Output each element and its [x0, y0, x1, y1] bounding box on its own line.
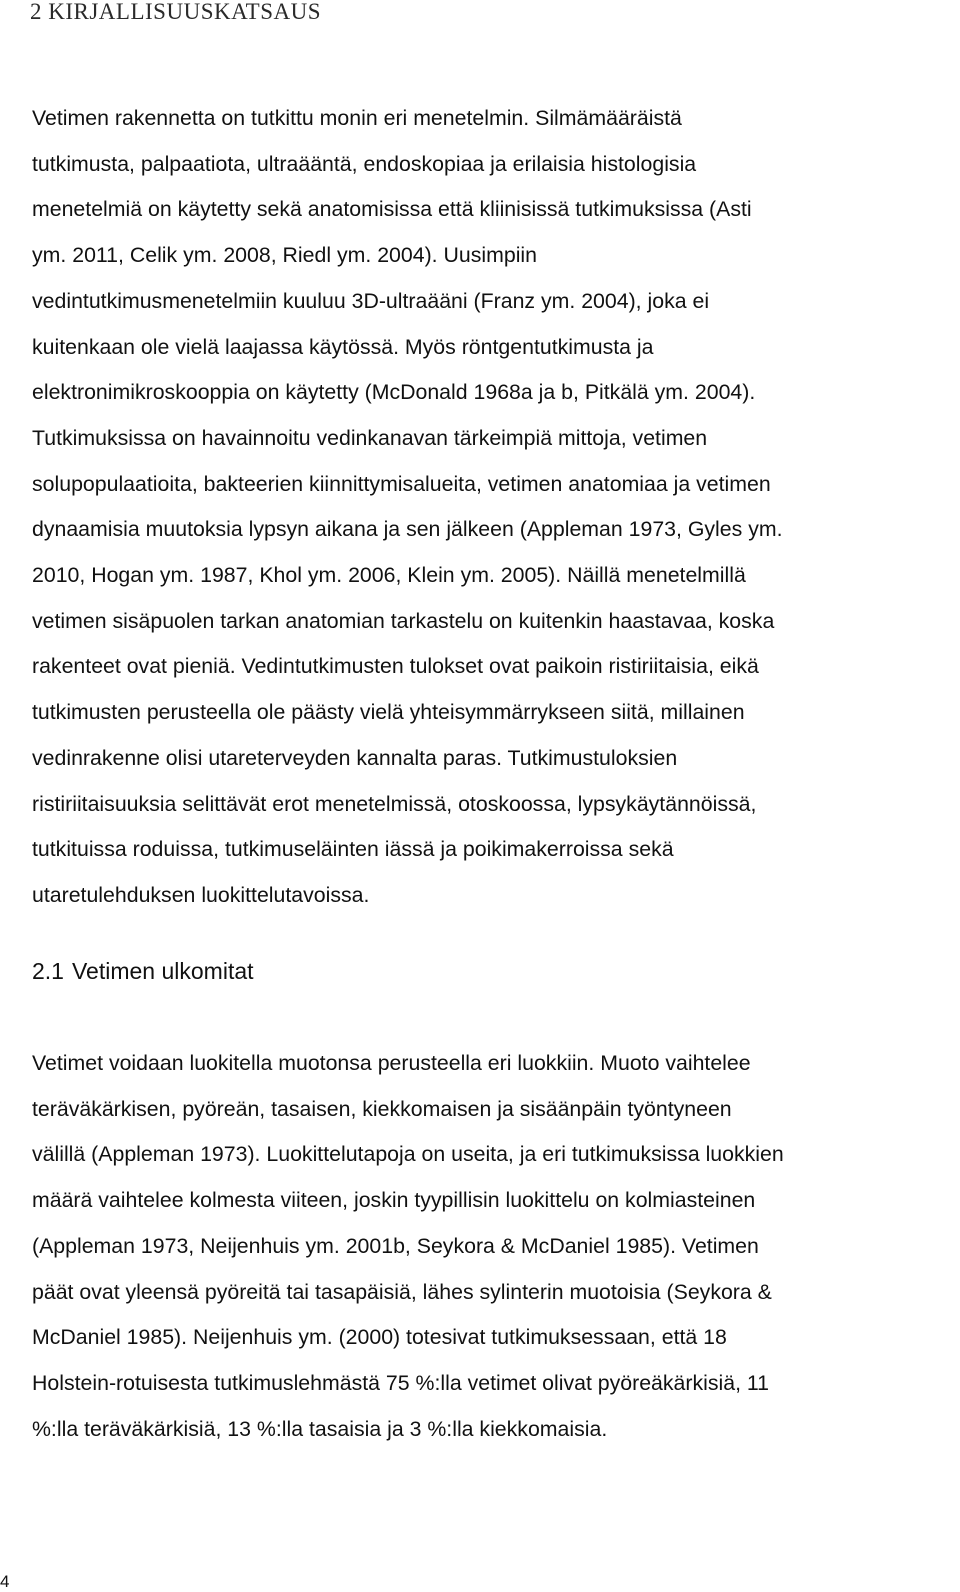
- paragraph-line: solupopulaatioita, bakteerien kiinnittymisalueita, vetimen anatomiaa ja vetimen: [32, 471, 771, 496]
- section-title: Vetimen ulkomitat: [71, 958, 254, 984]
- paragraph-line: teräväkärkisen, pyöreän, tasaisen, kiekkomaisen ja sisäänpäin työntyneen: [32, 1096, 732, 1121]
- chapter-header: 2 KIRJALLISUUSKATSAUS: [30, 0, 322, 24]
- paragraph-line: McDaniel 1985). Neijenhuis ym. (2000) totesivat tutkimuksessaan, että 18: [32, 1325, 727, 1350]
- paragraph-line: (Appleman 1973, Neijenhuis ym. 2001b, Seykora & McDaniel 1985). Vetimen: [32, 1233, 759, 1258]
- paragraph-line: 2010, Hogan ym. 1987, Khol ym. 2006, Klein ym. 2005). Näillä menetelmillä: [32, 563, 746, 588]
- section-number: 2.1: [32, 958, 64, 984]
- paragraph-line: määrä vaihtelee kolmesta viiteen, joskin tyypillisin luokittelu on kolmiasteinen: [32, 1188, 756, 1213]
- paragraph-line: tutkimusta, palpaatiota, ultraääntä, endoskopiaa ja erilaisia histologisia: [32, 151, 697, 176]
- paragraph-line: rakenteet ovat pieniä. Vedintutkimusten tulokset ovat paikoin ristiriitaisia, eikä: [32, 654, 759, 679]
- paragraph-teat-shape: [32, 1041, 960, 1452]
- paragraph-line: ristiriitaisuuksia selittävät erot menetelmissä, otoskoossa, lypsykäytännöissä,: [32, 791, 757, 816]
- paragraph-line: tutkimusten perusteella ole päästy vielä yhteisymmärrykseen siitä, millainen: [32, 700, 745, 725]
- paragraph-line: dynaamisia muutoksia lypsyn aikana ja sen jälkeen (Appleman 1973, Gyles ym.: [32, 517, 783, 542]
- paragraph-line: Holstein-rotuisesta tutkimuslehmästä 75 %:lla vetimet olivat pyöreäkärkisiä, 11: [32, 1370, 770, 1395]
- paragraph-line: vedinrakenne olisi utareterveyden kannalta paras. Tutkimustuloksien: [32, 745, 678, 770]
- page-number: 4: [0, 1572, 10, 1591]
- paragraph-line: utaretulehduksen luokittelutavoissa.: [32, 882, 370, 907]
- paragraph-line: %:lla teräväkärkisiä, 13 %:lla tasaisia ja 3 %:lla kiekkomaisia.: [32, 1416, 608, 1441]
- paragraph-line: tutkituissa roduissa, tutkimuseläinten iässä ja poikimakerroissa sekä: [32, 837, 674, 862]
- paragraph-intro: [32, 96, 960, 919]
- paragraph-line: vedintutkimusmenetelmiin kuuluu 3D-ultraääni (Franz ym. 2004), joka ei: [32, 288, 710, 313]
- paragraph-line: ym. 2011, Celik ym. 2008, Riedl ym. 2004). Uusimpiin: [32, 243, 538, 268]
- paragraph-line: päät ovat yleensä pyöreitä tai tasapäisiä, lähes sylinterin muotoisia (Seykora &: [32, 1279, 772, 1304]
- paragraph-line: kuitenkaan ole vielä laajassa käytössä. Myös röntgentutkimusta ja: [32, 334, 654, 359]
- paragraph-line: välillä (Appleman 1973). Luokittelutapoja on useita, ja eri tutkimuksissa luokkien: [32, 1142, 784, 1167]
- paragraph-line: Vetimen rakennetta on tutkittu monin eri menetelmin. Silmämääräistä: [32, 106, 682, 130]
- paragraph-line: Vetimet voidaan luokitella muotonsa perusteella eri luokkiin. Muoto vaihtelee: [32, 1051, 751, 1075]
- paragraph-line: menetelmiä on käytetty sekä anatomisissa että kliinisissä tutkimuksissa (Asti: [32, 197, 752, 222]
- paragraph-line: vetimen sisäpuolen tarkan anatomian tarkastelu on kuitenkin haastavaa, koska: [32, 608, 775, 633]
- paragraph-line: elektronimikroskooppia on käytetty (McDonald 1968a ja b, Pitkälä ym. 2004).: [32, 380, 756, 405]
- paragraph-line: Tutkimuksissa on havainnoitu vedinkanavan tärkeimpiä mittoja, vetimen: [32, 425, 708, 450]
- section-heading: [32, 958, 254, 985]
